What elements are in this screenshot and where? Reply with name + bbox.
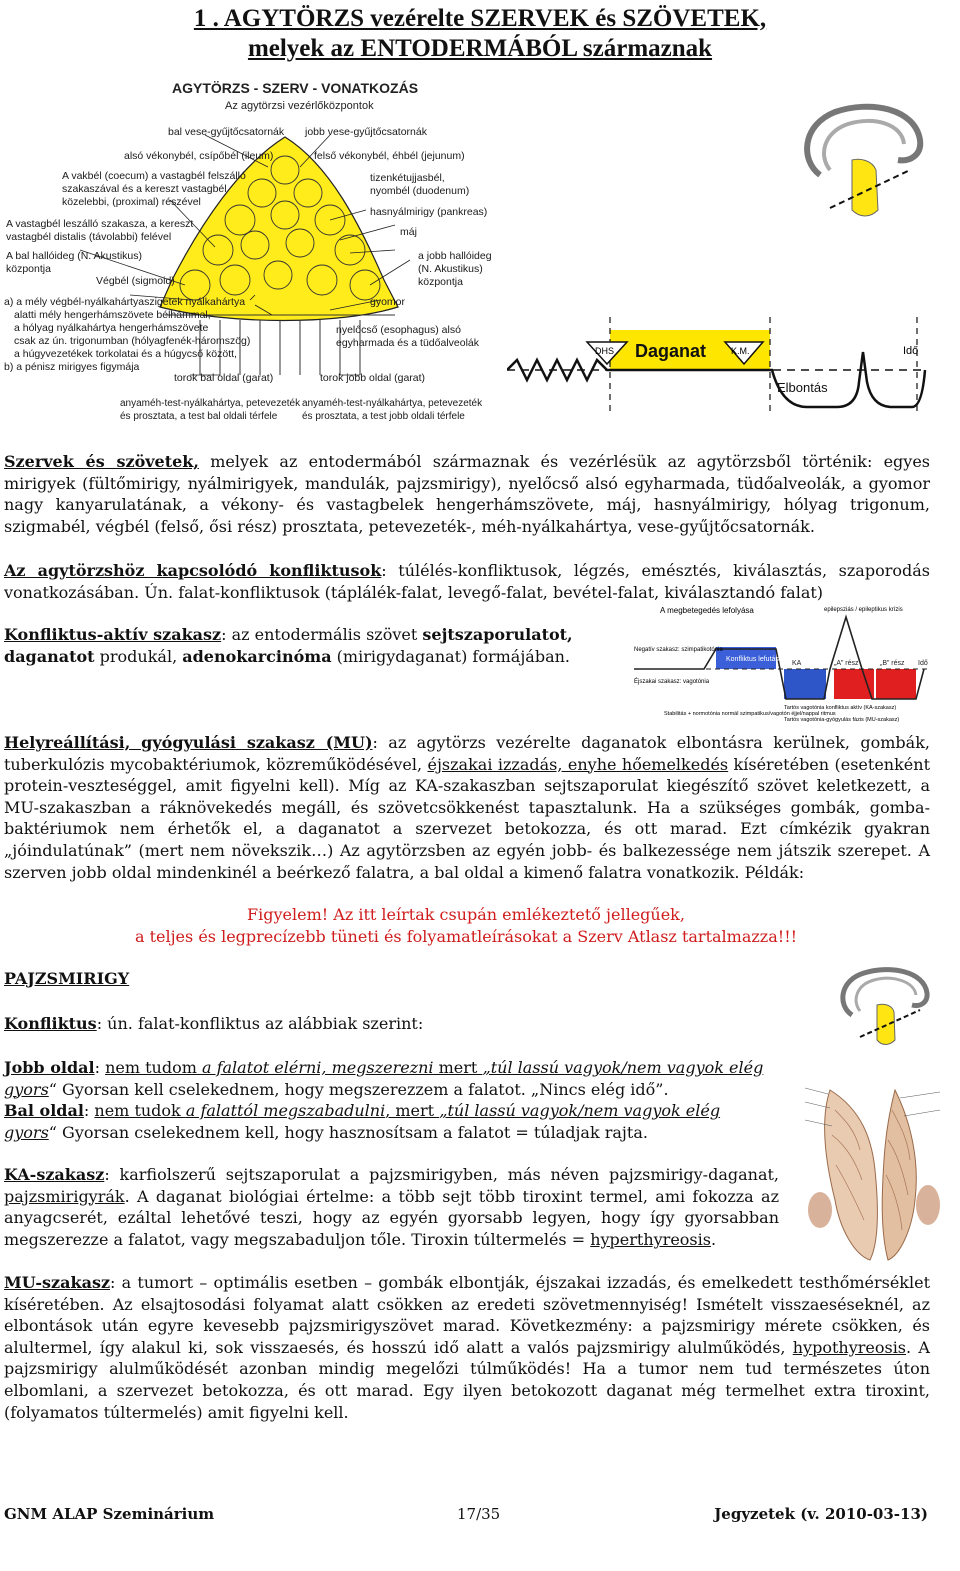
title-line-2: melyek az ENTODERMÁBÓL származnak	[247, 35, 713, 62]
paragraph-text: : ún. falat-konfliktus az alábbiak szerint:	[96, 1014, 424, 1033]
footer-right: Jegyzetek (v. 2010-03-13)	[714, 1505, 928, 1523]
footer-left: GNM ALAP Szeminárium	[4, 1505, 215, 1523]
label-right: tizenkétujjasbél,	[370, 172, 445, 184]
page-title	[0, 4, 960, 64]
paragraph-text: . A pajzsmirigy alulműködését azonban mindig megelőzi túlműködés! Ha a tumor nem tud természetes úton elbomlani, a szervezet betokozza, és ott marad. Egy ilyen betokozott daganat még termelhet extra tiroxint, (folyamatos túltermelés) amit figyelni kell.	[4, 1337, 930, 1422]
figure-subheading: Az agytörzsi vezérlőközpontok	[225, 100, 374, 112]
paragraph-active-phase	[4, 624, 644, 667]
paragraph-thyroid-conflict	[4, 1013, 930, 1035]
underlined-term: hyperthyreosis	[590, 1229, 711, 1249]
bold-term: adenokarcinóma	[182, 646, 332, 666]
warning-line-2: a teljes és legprecízebb tüneti és folyamatleírásokat a Szerv Atlasz tartalmazza!!!	[134, 927, 798, 946]
paragraph-lead: Az agytörzshöz kapcsolódó konfliktusok	[4, 561, 382, 580]
conflict-curve-figure	[507, 312, 927, 417]
paragraph-lead: Bal oldal	[4, 1101, 84, 1121]
label-b-part: „B” rész	[880, 660, 905, 667]
label-left: és prosztata, a test bal oldali térfele	[120, 411, 278, 422]
label-left: a) a mély végbél-nyálkahártyaszigetek nyálkahártya	[4, 296, 246, 308]
italic-term: a falattól megszabadulni	[185, 1101, 386, 1121]
label-left: Végbél (sigmoid)	[96, 275, 175, 287]
underlined-term: hypothyreosis	[792, 1337, 907, 1357]
label-bottom-3: Tartós vagotónia-gyógyulás fázis (MU-szakasz)	[784, 717, 900, 723]
label-konf: Konfliktus lefutás	[726, 656, 779, 663]
label-elbontas: Elbontás	[777, 380, 828, 395]
warning-note	[0, 904, 932, 948]
label-right: torok jobb oldal (garat)	[320, 372, 426, 384]
paragraph-text: melyek az entodermából származnak és vezérlésük az agytörzsből történik: egyes mirigyek (fültőmirigy, nyálmirigyek, mandulák, pajzsmirigy), nyelőcső alsó egyharmada, tüdőalveolák, a gyomor nagy kanyarulatának, a vékony- és vastagbelek hengerhámszövete, máj, hasnyálmirigy, hólyag trigonum, szigmabél, végbél (felső, ősi rész) prosztata, petevezeték-, méh-nyálkahártya, vese-gyűjtőcsatornák.	[4, 452, 931, 536]
label-right: egyharmada és a tüdőalveolák	[336, 337, 480, 349]
paragraph-text: “ Gyorsan kell cselekednem, hogy megszerezzem a falatot. „Nincs elég idő”.	[48, 1079, 669, 1099]
bold-term: daganatot	[4, 646, 95, 666]
label-left: közelebbi, (proximal) részével	[62, 196, 201, 208]
label-left: torok bal oldal (garat)	[174, 372, 274, 384]
underlined-term: nem tudok	[94, 1101, 186, 1121]
paragraph-lead: Szervek és szövetek,	[4, 452, 199, 471]
warning-line-1: Figyelem! Az itt leírtak csupán emlékeztető jellegűek,	[247, 905, 685, 924]
underlined-term: éjszakai izzadás, enyhe hőemelkedés	[427, 754, 729, 774]
label-dhs: DHS	[595, 346, 615, 356]
label-left: vastagbél distalis (távolabbi) felével	[6, 231, 172, 243]
underlined-term: , mert	[385, 1101, 440, 1121]
label-right: központja	[418, 276, 463, 288]
section-heading-thyroid: PAJZSMIRIGY	[4, 969, 130, 988]
label-a-part: „A” rész	[834, 660, 859, 667]
brain-brainstem-icon	[790, 100, 930, 230]
paragraph-text: :	[83, 1101, 95, 1121]
footer-page-number: 17/35	[457, 1505, 501, 1523]
label-right: gyomor	[370, 296, 406, 308]
brainstem-organ-figure	[0, 75, 505, 425]
paragraph-text: : az entodermális szövet	[221, 625, 423, 644]
title-line-1: 1 . AGYTÖRZS vezérelte SZERVEK és SZÖVETEK,	[193, 5, 767, 32]
thyroid-anatomy-illustration	[800, 1080, 945, 1265]
label-left: szakaszával és a kereszt vastagbél	[62, 183, 227, 195]
paragraph-mu-phase	[4, 1272, 930, 1423]
label-left: A vakbél (coecum) a vastagbél felszálló	[62, 170, 246, 182]
brain-brainstem-icon	[832, 965, 932, 1050]
label-right: és prosztata, a test jobb oldali térfele	[302, 411, 465, 422]
paragraph-lead: Helyreállítási, gyógyulási szakasz (MU)	[4, 733, 373, 752]
bold-term: sejtszaporulatot,	[422, 625, 573, 644]
paragraph-ka-phase	[4, 1164, 779, 1250]
label-left-1: Negatív szakasz: szimpatikotónia	[634, 647, 723, 653]
paragraph-healing-phase	[4, 732, 930, 883]
paragraph-text: : túlélés-konfliktusok, légzés, emésztés, kiválasztás, szaporodás vonatkozásában. Ún. falat-konfliktusok (táplálék-falat, levegő-falat, bevétel-falat, kiválasztandó falat)	[4, 561, 930, 602]
paragraph-text: kíséretében (esetenként protein-veszteséggel, amit figyelni kell). Míg az KA-szakaszban sejtszaporulat kiegészítő szövet keletkezett, a MU-szakaszban a ráknövekedés megáll, és szövetcsökkenést tapasztalunk. Ha a szükséges gombák, gomba-baktériumok nem érhetők el, a daganatot a szervezet betokozza, és ott marad. Ezt címkézik gyakran „jóindulatúnak” (mert nem növekszik…) Az agytörzsben az egyén jobb- és balkezessége nem játszik szerepet. A szerven jobb oldal mindenkinél a beérkező falatra, a bal oldal a kimenő falatra vonatkozik. Példák:	[4, 754, 930, 882]
paragraph-right-left-side	[4, 1057, 776, 1143]
underlined-term: mert	[433, 1058, 483, 1077]
paragraph-lead: Konfliktus	[4, 1014, 97, 1033]
label-right: nyelőcső (esophagus) alsó	[336, 324, 461, 336]
italic-term: „túl lassú vagyok/nem vagyok elég gyors	[4, 1058, 764, 1099]
label-right: máj	[400, 226, 417, 238]
label-right: felső vékonybél, éhbél (jejunum)	[314, 150, 465, 162]
label-right: (N. Akustikus)	[418, 263, 483, 275]
paragraph-text: .	[710, 1229, 717, 1249]
label-left: központja	[6, 263, 51, 275]
underlined-term: pajzsmirigyrák	[4, 1186, 125, 1206]
label-left-2: Éjszakai szakasz: vagotónia	[634, 679, 710, 685]
paragraph-text: (mirigydaganat) formájában.	[331, 646, 571, 666]
paragraph-text: :	[94, 1058, 106, 1077]
label-top: A megbetegedés lefolyása	[660, 606, 754, 615]
label-left: A bal hallóideg (N. Akustikus)	[6, 250, 142, 262]
label-left: csak az ún. trigonumban (hólyagfenék-háromszög)	[14, 335, 251, 347]
paragraph-lead: MU-szakasz	[4, 1273, 111, 1292]
paragraph-text: . A daganat biológiai értelme: a több sejt több tiroxint termel, ami fokozza az anyagcserét, ezáltal lehetővé teszi, hogy az egyén gyorsabb legyen, hogy így gyorsabban megszerezze a falatot, vagy megszabaduljon tőle. Tiroxin túltermelés =	[4, 1186, 779, 1249]
paragraph-text: : karfiolszerű sejtszaporulat a pajzsmirigyben, más néven pajzsmirigy-daganat,	[104, 1165, 779, 1184]
label-ido: Idő	[903, 345, 919, 357]
paragraph-lead: Jobb oldal	[4, 1058, 95, 1077]
label-right: a jobb hallóideg	[418, 250, 492, 262]
label-right: jobb vese-gyűjtőcsatornák	[305, 126, 427, 138]
underlined-term: nem tudom	[105, 1058, 202, 1077]
label-left: b) a pénisz mirigyes figymája	[4, 361, 140, 373]
label-left: anyaméh-test-nyálkahártya, petevezeték	[120, 398, 301, 409]
label-left: alsó vékonybél, csípőbél (ileum)	[124, 150, 274, 162]
paragraph-organs	[4, 451, 930, 537]
figure-heading: AGYTÖRZS - SZERV - VONATKOZÁS	[172, 80, 419, 96]
paragraph-lead: Konfliktus-aktív szakasz	[4, 625, 222, 644]
label-epi: epilepsziás / epileptikus krízis	[824, 607, 903, 613]
italic-term: a falatot elérni, megszerezni	[201, 1058, 434, 1077]
label-left: a hólyag nyálkahártya hengerhámszövete	[14, 322, 209, 334]
label-left: a húgyvezetékek torkolatai és a húgycső között,	[14, 348, 237, 360]
label-left: A vastagbél leszálló szakasza, a kereszt	[6, 218, 194, 230]
label-ido: Idő	[918, 660, 928, 667]
label-bottom-1: Stabilitás + normotónia normál szimpatikus/vagotón éjjel/nappal ritmus	[664, 711, 836, 717]
label-left: bal vese-gyűjtőcsatornák	[168, 126, 285, 138]
label-ka: KA	[792, 660, 802, 667]
label-daganat: Daganat	[635, 341, 707, 361]
label-km: K.M.	[731, 346, 750, 356]
paragraph-text: produkál,	[94, 646, 183, 666]
paragraph-text: “ Gyorsan cselekednem kell, hogy hasznosítsam a falatot = túladjak rajta.	[48, 1122, 648, 1142]
label-right: anyaméh-test-nyálkahártya, petevezeték	[302, 398, 483, 409]
label-right: nyombél (duodenum)	[370, 185, 470, 197]
label-right: hasnyálmirigy (pankreas)	[370, 206, 488, 218]
label-bottom-2: Tartós vagotónia konfliktus aktív (KA-szakasz)	[784, 705, 897, 711]
paragraph-lead: KA-szakasz	[4, 1165, 105, 1184]
label-left: alatti mély hengerhámszövete bélhámmal,	[14, 309, 211, 321]
paragraph-text: : az agytörzs vezérelte daganatok elbontásra kerülnek, gombák, tuberkulózis mycobaktériumok, közreműködésével,	[4, 733, 930, 774]
disease-course-figure	[634, 603, 930, 725]
italic-term: „túl lassú vagyok/nem vagyok elég gyors	[4, 1101, 721, 1142]
paragraph-conflicts	[4, 560, 930, 603]
paragraph-text: : a tumort – optimális esetben – gombák elbontják, éjszakai izzadás, és emelkedett testhőmérséklet kíséretében. Az elsajtosodási folyamat alatt csökken az eredeti szövetmennyiség! Ismételt visszaeséseknél, az elbontások után egyre kevesebb pajzsmirigyszövet marad. Következmény: a pajzsmirigy mérete csökken, és alultermel, így alakul ki, sok visszaesés, és hosszú idő alatt a valós pajzsmirigy alulműködés,	[4, 1273, 930, 1357]
